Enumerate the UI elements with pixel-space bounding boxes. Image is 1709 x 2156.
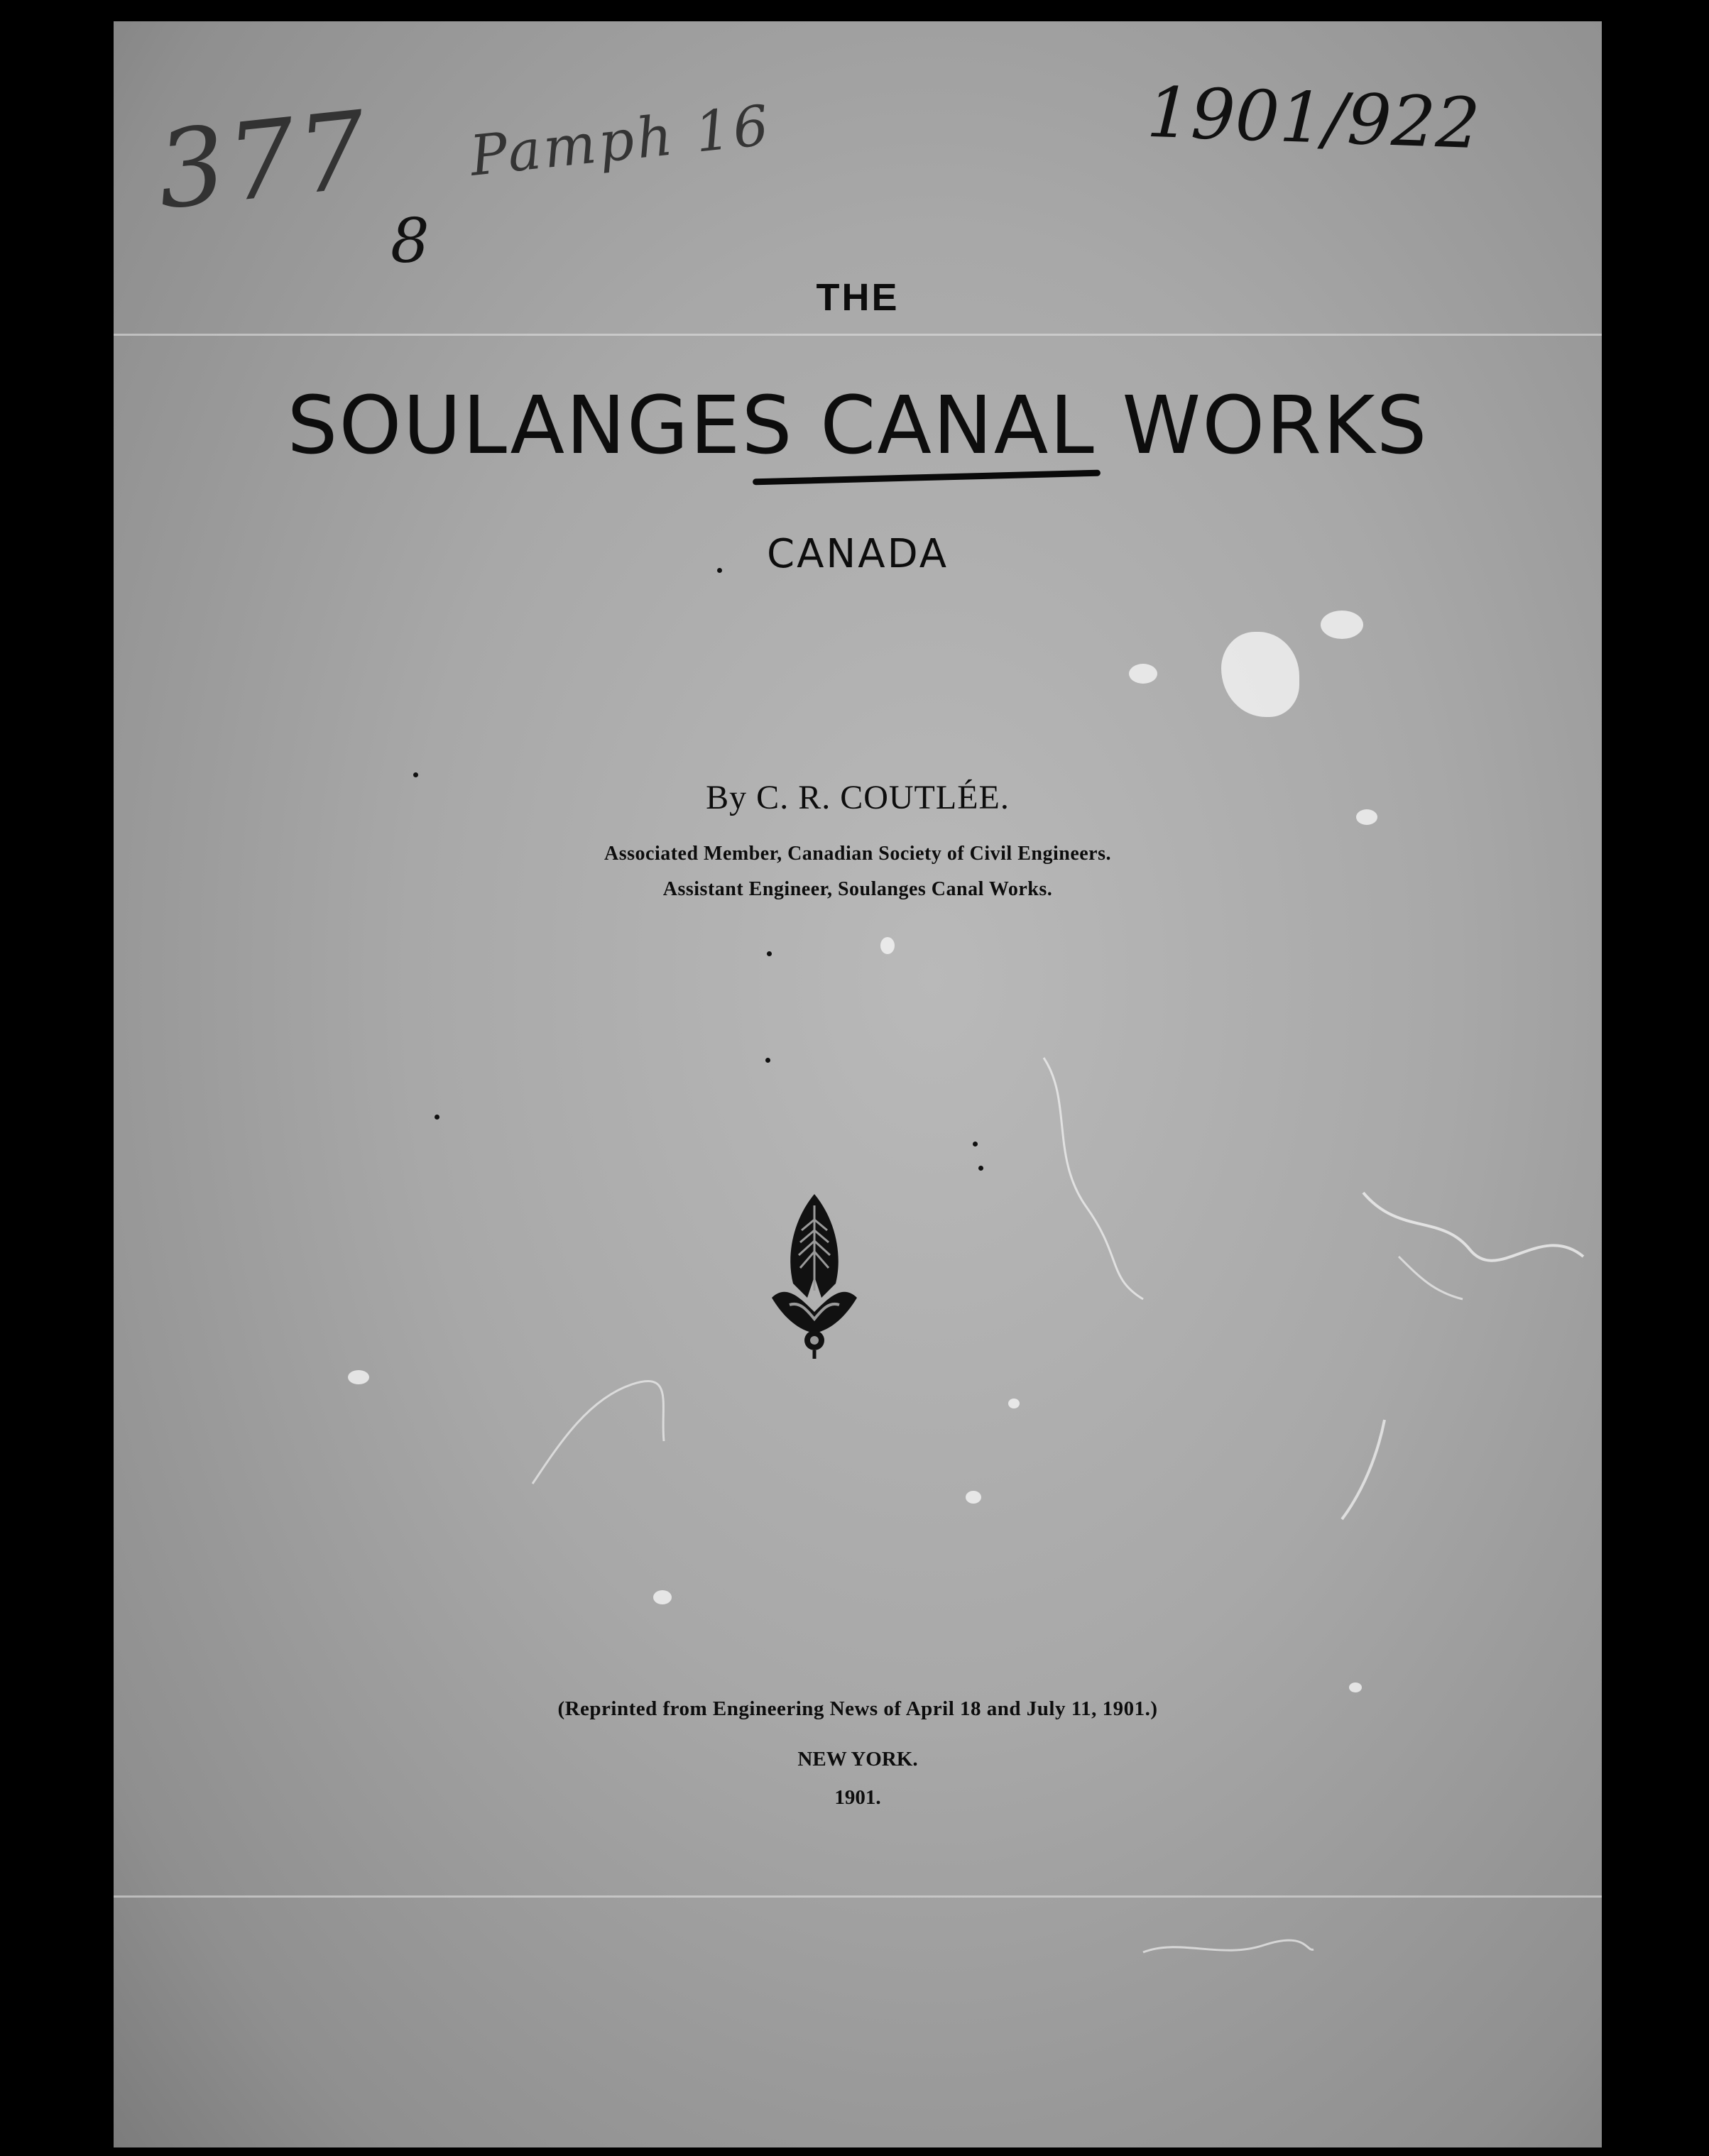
- paper-scratch: [1356, 1171, 1598, 1313]
- ink-dot: [435, 1115, 439, 1120]
- paper-scratch: [518, 1356, 675, 1498]
- author-byline: By C. R. COUTLÉE.: [706, 779, 1010, 816]
- ink-dot: [973, 1142, 978, 1147]
- paper-damage-spot: [1349, 1682, 1362, 1692]
- title-article: THE: [816, 276, 900, 319]
- author-credential: Assistant Engineer, Soulanges Canal Works.: [662, 878, 1053, 900]
- page-title: SOULANGES CANAL WORKS: [287, 380, 1429, 472]
- paper-damage-spot: [1321, 611, 1363, 639]
- paper-scratch: [1136, 1924, 1321, 1966]
- paper-damage-spot: [880, 937, 895, 954]
- paper-scratch: [1022, 1044, 1164, 1313]
- paper-damage-spot: [348, 1370, 369, 1384]
- handwritten-call-number: 377 Pamph 16: [151, 88, 775, 234]
- paper-scratch: [1321, 1413, 1406, 1526]
- handwritten-shelf-note: Pamph 16: [466, 93, 775, 189]
- page-subtitle: CANADA: [766, 531, 949, 577]
- ink-dot: [413, 772, 418, 777]
- paper-damage-spot: [653, 1590, 672, 1604]
- handwritten-volume-note: 8: [391, 206, 430, 277]
- scan-line: [114, 334, 1602, 336]
- paper-damage-spot: [1008, 1399, 1020, 1408]
- ink-dot: [767, 951, 772, 956]
- ink-dot: [765, 1058, 770, 1063]
- paper-damage-spot: [1221, 632, 1299, 717]
- handwritten-date-code: 1901/922: [1145, 72, 1482, 165]
- publication-place: NEW YORK.: [797, 1748, 918, 1771]
- author-credential: Associated Member, Canadian Society of Civil Engineers.: [604, 843, 1111, 865]
- reprint-note: (Reprinted from Engineering News of April 18 and July 11, 1901.): [557, 1697, 1158, 1720]
- leaf-ornament-icon: [765, 1191, 864, 1362]
- ink-dot: [978, 1166, 983, 1171]
- document-page: [114, 21, 1602, 2147]
- scan-line: [114, 1895, 1602, 1898]
- paper-damage-spot: [1129, 664, 1157, 684]
- publication-year: 1901.: [834, 1786, 881, 1809]
- paper-damage-spot: [966, 1491, 981, 1504]
